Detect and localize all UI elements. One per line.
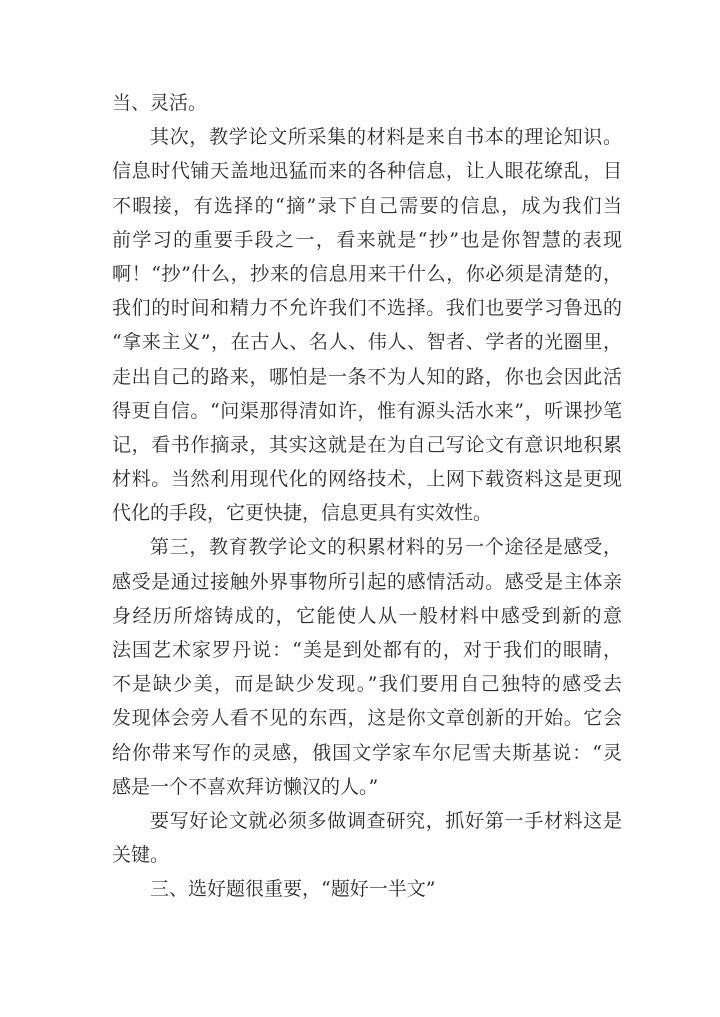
text-line: 感受是通过接触外界事物所引起的感情活动。感受是主体亲	[112, 570, 622, 593]
text-line: 记，看书作摘录，其实这就是在为自己写论文有意识地积累	[112, 433, 622, 456]
text-line: 材料。当然利用现代化的网络技术，上网下载资料这是更现	[112, 468, 622, 491]
text-line: 代化的手段，它更快捷，信息更具有实效性。	[112, 502, 493, 525]
document-body	[112, 86, 622, 907]
text-line: 啊！“抄”什么，抄来的信息用来干什么，你必须是清楚的，	[112, 262, 622, 285]
text-line: 给你带来写作的灵感，俄国文学家车尔尼雪夫斯基说：“灵	[112, 741, 622, 764]
text-line: 得更自信。“问渠那得清如许，惟有源头活水来”，听课抄笔	[112, 399, 622, 422]
text-line: 不暇接，有选择的“摘”录下自己需要的信息，成为我们当	[112, 194, 622, 217]
text-line: 不是缺少美，而是缺少发现。”我们要用自己独特的感受去	[112, 673, 622, 696]
text-line: 感是一个不喜欢拜访懒汉的人。”	[112, 775, 379, 798]
text-line: 当、灵活。	[112, 92, 208, 114]
paragraph-first-line: 第三，教育教学论文的积累材料的另一个途径是感受，	[150, 536, 622, 559]
section-heading: 三、选好题很重要，“题好一半文”	[150, 878, 436, 901]
paragraph-first-line: 其次，教学论文所采集的材料是来自书本的理论知识。	[150, 126, 622, 149]
text-line: 我们的时间和精力不允许我们不选择。我们也要学习鲁迅的	[112, 297, 622, 320]
text-line: 信息时代铺天盖地迅猛而来的各种信息，让人眼花缭乱，目	[112, 160, 622, 183]
text-line: “拿来主义”，在古人、名人、伟人、智者、学者的光圈里，	[112, 331, 622, 354]
text-line: 身经历所熔铸成的，它能使人从一般材料中感受到新的意	[112, 604, 622, 627]
paragraph-first-line: 要写好论文就必须多做调查研究，抓好第一手材料这是	[150, 809, 622, 832]
text-line: 走出自己的路来，哪怕是一条不为人知的路，你也会因此活	[112, 365, 622, 388]
text-line: 关键。	[112, 844, 170, 867]
text-line: 前学习的重要手段之一，看来就是“抄”也是你智慧的表现	[112, 228, 622, 251]
text-line: 发现体会旁人看不见的东西，这是你文章创新的开始。它会	[112, 707, 622, 730]
text-line: 法国艺术家罗丹说：“美是到处都有的，对于我们的眼睛，	[112, 639, 622, 661]
